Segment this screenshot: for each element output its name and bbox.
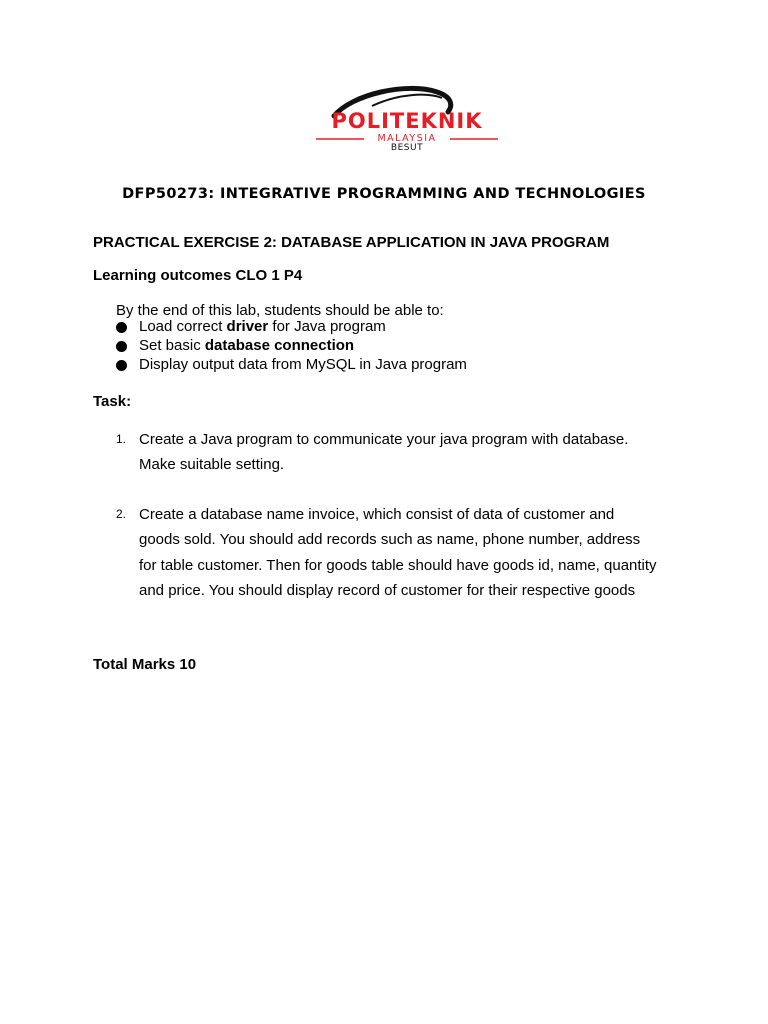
- course-title: DFP50273: INTEGRATIVE PROGRAMMING AND TECHNOLOGIES: [122, 186, 646, 202]
- task-text: [139, 502, 676, 603]
- task-line: Create a database name invoice, which consist of data of customer and: [139, 506, 615, 523]
- bullet-icon: [116, 341, 127, 352]
- task-line: and price. You should display record of customer for their respective goods: [139, 581, 636, 599]
- task-line: Make suitable setting.: [139, 456, 285, 474]
- objectives-intro: By the end of this lab, students should be able to:: [116, 302, 444, 319]
- total-marks: Total Marks 10: [93, 656, 197, 673]
- bullet-icon: [116, 322, 127, 333]
- task-item: [116, 502, 676, 603]
- objective-text: Load correct driver for Java program: [139, 318, 386, 335]
- logo-subtitle: MALAYSIA: [377, 133, 437, 144]
- politeknik-logo: [312, 84, 502, 156]
- logo-campus: BESUT: [390, 143, 424, 153]
- task-number: 2.: [116, 507, 127, 521]
- task-heading: Task:: [93, 393, 132, 410]
- objective-text: Display output data from MySQL in Java program: [139, 356, 467, 373]
- task-item: [116, 427, 676, 478]
- task-line: Create a Java program to communicate your java program with database.: [139, 431, 629, 448]
- objective-text: Set basic database connection: [139, 337, 355, 354]
- task-number: 1.: [116, 432, 127, 446]
- bullet-icon: [116, 360, 127, 371]
- exercise-title: PRACTICAL EXERCISE 2: DATABASE APPLICATION IN JAVA PROGRAM: [93, 234, 610, 251]
- learning-outcomes-heading: Learning outcomes CLO 1 P4: [93, 267, 303, 284]
- task-text: [139, 427, 676, 478]
- logo-wordmark: POLITEKNIK: [331, 109, 483, 133]
- task-line: for table customer. Then for goods table should have goods id, name, quantity: [139, 556, 657, 574]
- task-line: goods sold. You should add records such as name, phone number, address: [139, 531, 641, 549]
